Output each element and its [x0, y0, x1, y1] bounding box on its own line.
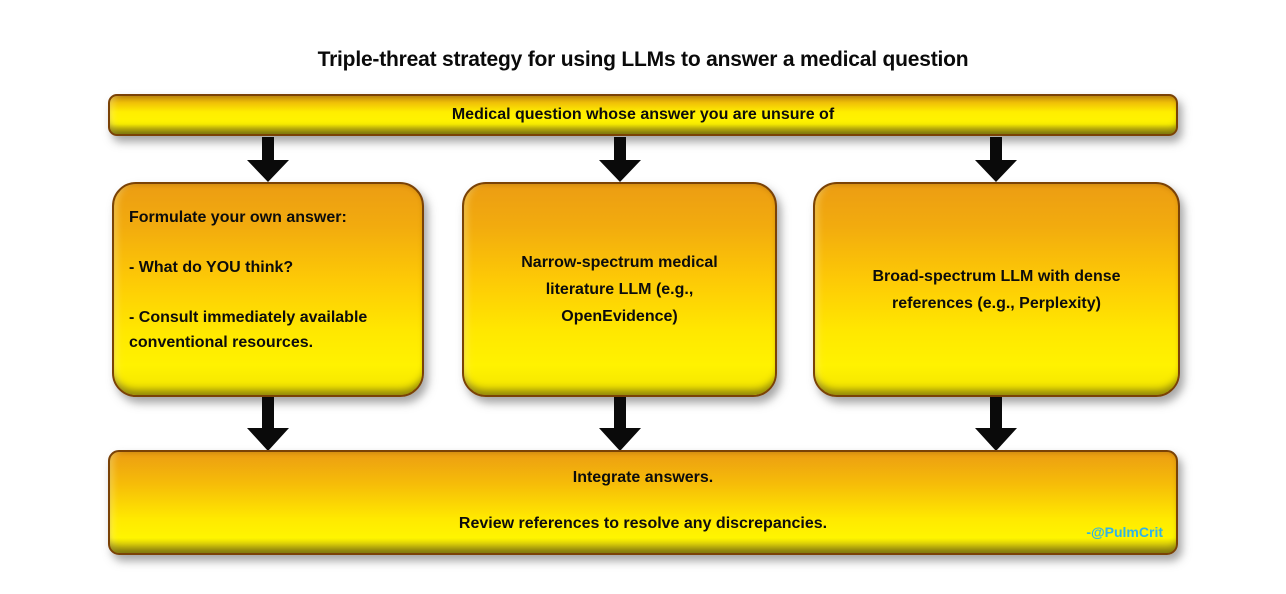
down-arrow-icon [246, 397, 290, 451]
broad-spectrum-llm-label: Broad-spectrum LLM with dense references (e.g., Perplexity) [872, 267, 1121, 312]
down-arrow-icon [598, 397, 642, 451]
integrate-answers-line: Integrate answers. [572, 469, 714, 486]
author-credit: -@PulmCrit [1086, 524, 1163, 540]
down-arrow-icon [974, 397, 1018, 451]
formulate-own-answer-box [112, 182, 424, 397]
narrow-spectrum-llm-box [462, 182, 777, 397]
narrow-spectrum-llm-label: Narrow-spectrum medical literature LLM (e.g., OpenEvidence) [521, 254, 718, 325]
medical-question-box [108, 94, 1178, 136]
page-title: Triple-threat strategy for using LLMs to answer a medical question [317, 48, 969, 71]
down-arrow-icon [974, 137, 1018, 182]
medical-question-label: Medical question whose answer you are unsure of [451, 106, 835, 123]
down-arrow-icon [246, 137, 290, 182]
down-arrow-icon [598, 137, 642, 182]
formulate-point-consult: - Consult immediately available conventional resources. [129, 309, 368, 351]
formulate-heading: Formulate your own answer: [129, 209, 347, 226]
formulate-point-think: - What do YOU think? [129, 259, 294, 276]
review-references-line: Review references to resolve any discrepancies. [458, 515, 828, 532]
integrate-answers-box [108, 450, 1178, 555]
broad-spectrum-llm-box [813, 182, 1180, 397]
